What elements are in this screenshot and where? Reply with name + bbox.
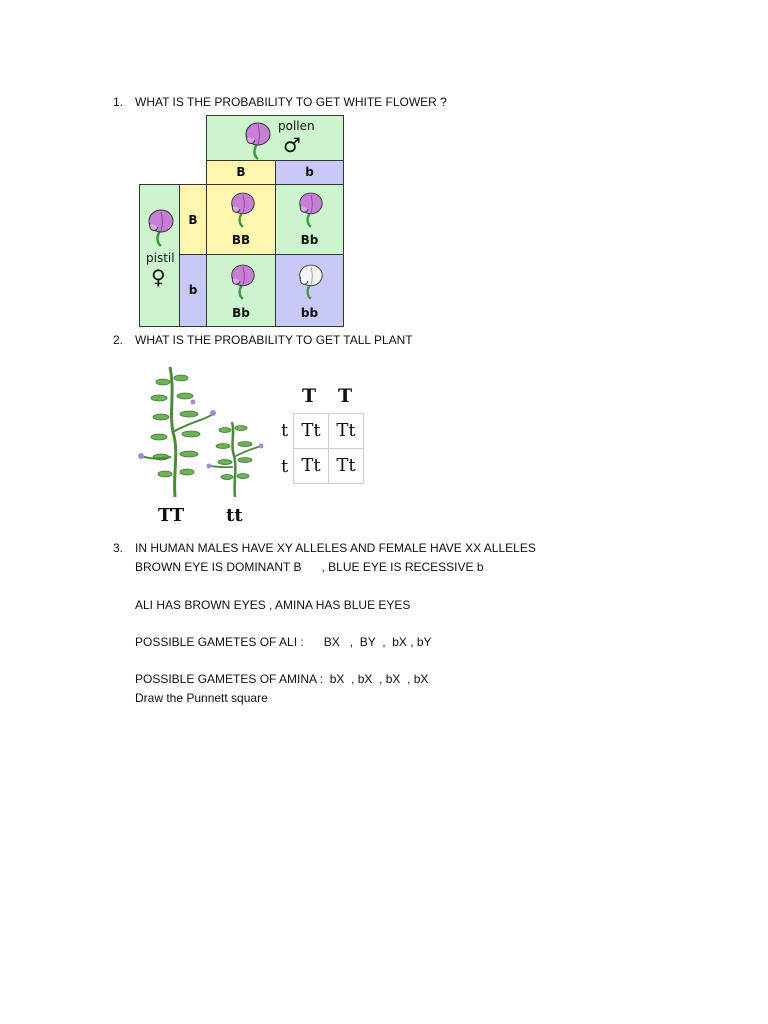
purple-flower-icon bbox=[227, 262, 257, 300]
purple-flower-icon bbox=[144, 207, 176, 247]
offspring-cell: Tt bbox=[293, 448, 329, 484]
purple-flower-icon bbox=[227, 190, 257, 228]
offspring-cell bbox=[275, 254, 344, 327]
punnett-square-flower bbox=[139, 115, 345, 327]
offspring-cell bbox=[206, 254, 276, 327]
q3-line-alleles: IN HUMAN MALES HAVE XY ALLELES AND FEMALE HAVE XX ALLELES bbox=[135, 541, 536, 555]
q3-line-dominance: BROWN EYE IS DOMINANT B , BLUE EYE IS RECESSIVE b bbox=[135, 560, 484, 574]
pollen-label: pollen bbox=[278, 119, 315, 133]
row-allele-label: t bbox=[281, 420, 289, 441]
q1-text: WHAT IS THE PROBABILITY TO GET WHITE FLOWER ? bbox=[135, 95, 447, 109]
col-allele-label: b bbox=[305, 165, 314, 179]
offspring-genotype: bb bbox=[300, 306, 319, 320]
row-allele-cell bbox=[179, 254, 207, 327]
col-allele-label: T bbox=[338, 385, 353, 407]
offspring-genotype: BB bbox=[231, 233, 251, 247]
q3-line-amina-gametes: POSSIBLE GAMETES OF AMINA : bX , bX , bX , bX bbox=[135, 672, 429, 686]
col-allele-cell bbox=[275, 160, 344, 185]
short-plant-icon bbox=[207, 422, 264, 497]
pistil-header-cell bbox=[139, 184, 180, 327]
col-allele-label: B bbox=[236, 165, 246, 179]
q1-number: 1. bbox=[113, 95, 124, 109]
short-plant-genotype: tt bbox=[226, 505, 243, 526]
row-allele-label: t bbox=[281, 456, 289, 477]
male-symbol-icon: ♂ bbox=[283, 133, 301, 157]
purple-flower-icon bbox=[241, 120, 273, 160]
q3-line-phenotypes: ALI HAS BROWN EYES , AMINA HAS BLUE EYES bbox=[135, 598, 411, 612]
q3-number: 3. bbox=[113, 541, 124, 555]
pistil-label: pistil bbox=[146, 251, 175, 265]
row-allele-label: b bbox=[188, 283, 198, 297]
col-allele-label: T bbox=[302, 385, 317, 407]
pea-plants-illustration bbox=[135, 362, 270, 502]
offspring-genotype: Bb bbox=[300, 233, 319, 247]
q3-line-ali-gametes: POSSIBLE GAMETES OF ALI : BX , BY , bX , bY bbox=[135, 635, 432, 649]
offspring-cell: Tt bbox=[328, 448, 364, 484]
purple-flower-icon bbox=[295, 190, 325, 228]
offspring-cell bbox=[206, 184, 276, 255]
tall-plant-icon bbox=[138, 367, 216, 497]
q2-number: 2. bbox=[113, 333, 124, 347]
offspring-cell: Tt bbox=[328, 413, 364, 449]
offspring-cell bbox=[275, 184, 344, 255]
row-allele-cell bbox=[179, 184, 207, 255]
row-allele-label: B bbox=[188, 213, 198, 227]
offspring-cell: Tt bbox=[293, 413, 329, 449]
punnett-square-height bbox=[278, 384, 368, 488]
white-flower-icon bbox=[295, 262, 325, 300]
pollen-header-cell bbox=[206, 115, 344, 161]
q2-text: WHAT IS THE PROBABILITY TO GET TALL PLANT bbox=[135, 333, 413, 347]
col-allele-cell bbox=[206, 160, 276, 185]
female-symbol-icon: ♀ bbox=[151, 265, 166, 289]
q3-line-instruction: Draw the Punnett square bbox=[135, 691, 268, 705]
tall-plant-genotype: TT bbox=[158, 505, 185, 526]
offspring-genotype: Bb bbox=[232, 306, 250, 320]
